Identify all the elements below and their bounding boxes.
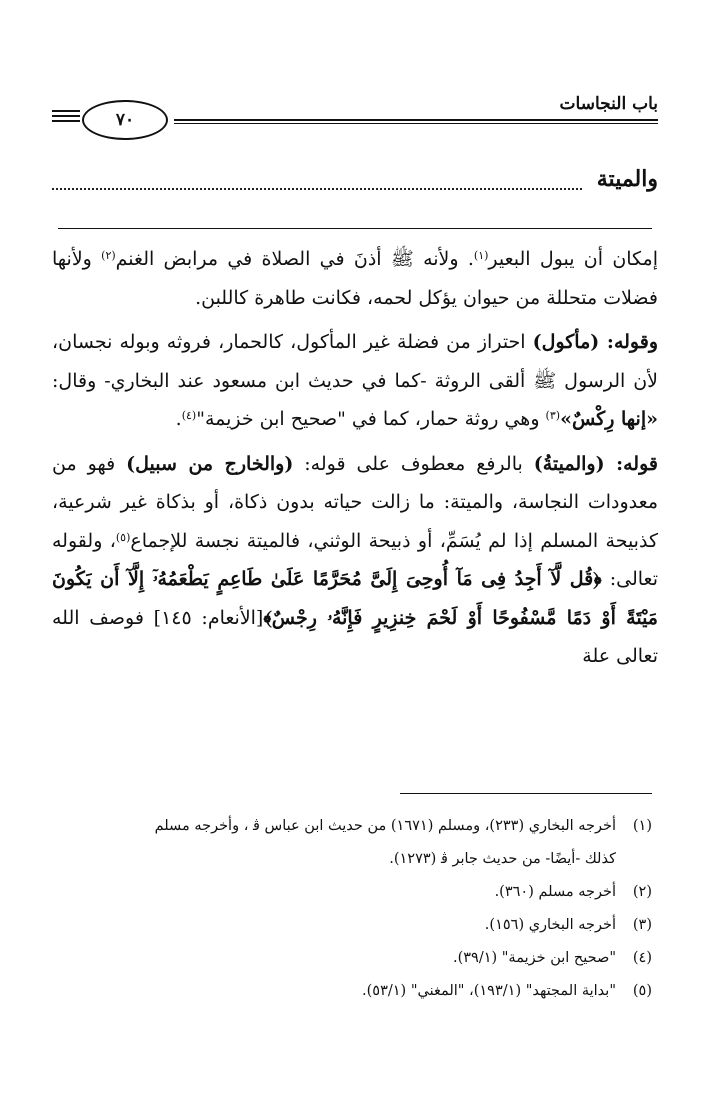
body-text <box>52 240 658 676</box>
footnote-text: أخرجه مسلم (٣٦٠). <box>494 884 616 900</box>
text-span: بالرفع معطوف على قوله: <box>293 452 534 475</box>
quran-verse: ﴿قُل لَّآ أَجِدُ فِى مَآ أُوحِىَ إِلَىَّ مُحَرَّمًا عَلَىٰ طَاعِمٍ يَطْعَمُهُۥٓ إِلَّآ أَن يَكُونَ مَيْتَةً أَوْ دَمًا مَّسْفُوحًا أَوْ لَحْمَ خِنزِيرٍ فَإِنَّهُۥ رِجْسٌ﴾ <box>52 568 658 629</box>
text-span: ولأنها فضلات متحللة من حيوان يؤكل لحمه، فكانت طاهرة كاللبن. <box>52 248 658 309</box>
section-heading-row <box>52 166 658 200</box>
footnote-ref-1[interactable]: (١) <box>473 249 489 262</box>
footnote-number: (٢) <box>632 884 652 900</box>
header-ornament-lines <box>52 110 80 125</box>
lead-word: وقوله: <box>599 331 658 353</box>
hadith-quote: «إنها رِكْسٌ» <box>560 408 658 430</box>
footnote-number: (٥) <box>632 983 652 999</box>
header-rule-thin <box>174 123 658 124</box>
heading-rule <box>58 228 652 229</box>
text-span: وهي روثة حمار، كما في "صحيح ابن خزيمة" <box>196 408 546 430</box>
footnote-item <box>52 810 652 843</box>
keyword: (مأكول) <box>532 331 600 353</box>
footnote-continuation: كذلك -أيضًا- من حديث جابر ﭬ (١٢٧٣). <box>389 851 616 867</box>
footnote-ref-2[interactable]: (٢) <box>101 249 116 262</box>
keyword: (والخارج من سبيل) <box>126 452 294 475</box>
footnote-text: "صحيح ابن خزيمة" (٣٩/١). <box>452 950 616 966</box>
footnote-ref-5[interactable]: (٥) <box>115 530 131 544</box>
header-rule <box>174 119 658 121</box>
paragraph-1 <box>52 240 658 317</box>
text-span: . ولأنه ﷺ أذنَ في الصلاة في مرابض الغنم <box>115 248 474 270</box>
footnote-number: (٣) <box>632 917 652 933</box>
section-heading: والميتة <box>596 166 658 192</box>
text-span: احتراز من فضلة غير المأكول، كالحمار، فروثه وبوله نجسان، لأن الرسول ﷺ ألقى الروثة -كما في حديث ابن مسعود عند البخاري- وقال: <box>52 331 658 392</box>
footnote-item <box>52 909 652 942</box>
footnote-number: (١) <box>632 818 652 834</box>
text-span: ، ولقوله تعالى: <box>52 529 658 590</box>
footnote-ref-3[interactable]: (٣) <box>545 409 561 422</box>
footnotes <box>52 810 652 1008</box>
footnote-number: (٤) <box>632 950 652 966</box>
heading-dotted-leader <box>52 188 582 190</box>
text-span: إمكان أن يبول البعير <box>488 248 659 270</box>
footnote-separator <box>400 793 652 794</box>
paragraph-3 <box>52 445 658 676</box>
footnote-text: أخرجه البخاري (٢٣٣)، ومسلم (١٦٧١) من حديث ابن عباس ﭬ ، وأخرجه مسلم <box>154 818 616 834</box>
footnote-ref-4[interactable]: (٤) <box>181 409 197 422</box>
running-header <box>52 92 658 148</box>
text-span: [الأنعام: ١٤٥] فوصف الله تعالى علة <box>52 606 658 667</box>
footnote-item <box>52 876 652 909</box>
footnote-item <box>52 975 652 1008</box>
footnote-item <box>52 942 652 975</box>
keyword: (والميتةُ) <box>533 452 605 475</box>
footnote-text: "بداية المجتهد" (١٩٣/١)، "المغني" (٥٣/١). <box>362 983 616 999</box>
lead-word: قوله: <box>604 452 658 475</box>
paragraph-2 <box>52 323 658 439</box>
page-number: ٧٠ <box>82 100 168 140</box>
text-span: . <box>175 408 182 430</box>
footnote-text: أخرجه البخاري (١٥٦). <box>484 917 616 933</box>
chapter-title: باب النجاسات <box>559 94 658 114</box>
text-span: فهو من معدودات النجاسة، والميتة: ما زالت حياته بدون ذكاة، أو بذكاة غير شرعية، كذبيحة المسلم إذا لم يُسَمِّ، أو ذبيحة الوثني، فالميتة نجسة للإجماع <box>52 452 658 552</box>
